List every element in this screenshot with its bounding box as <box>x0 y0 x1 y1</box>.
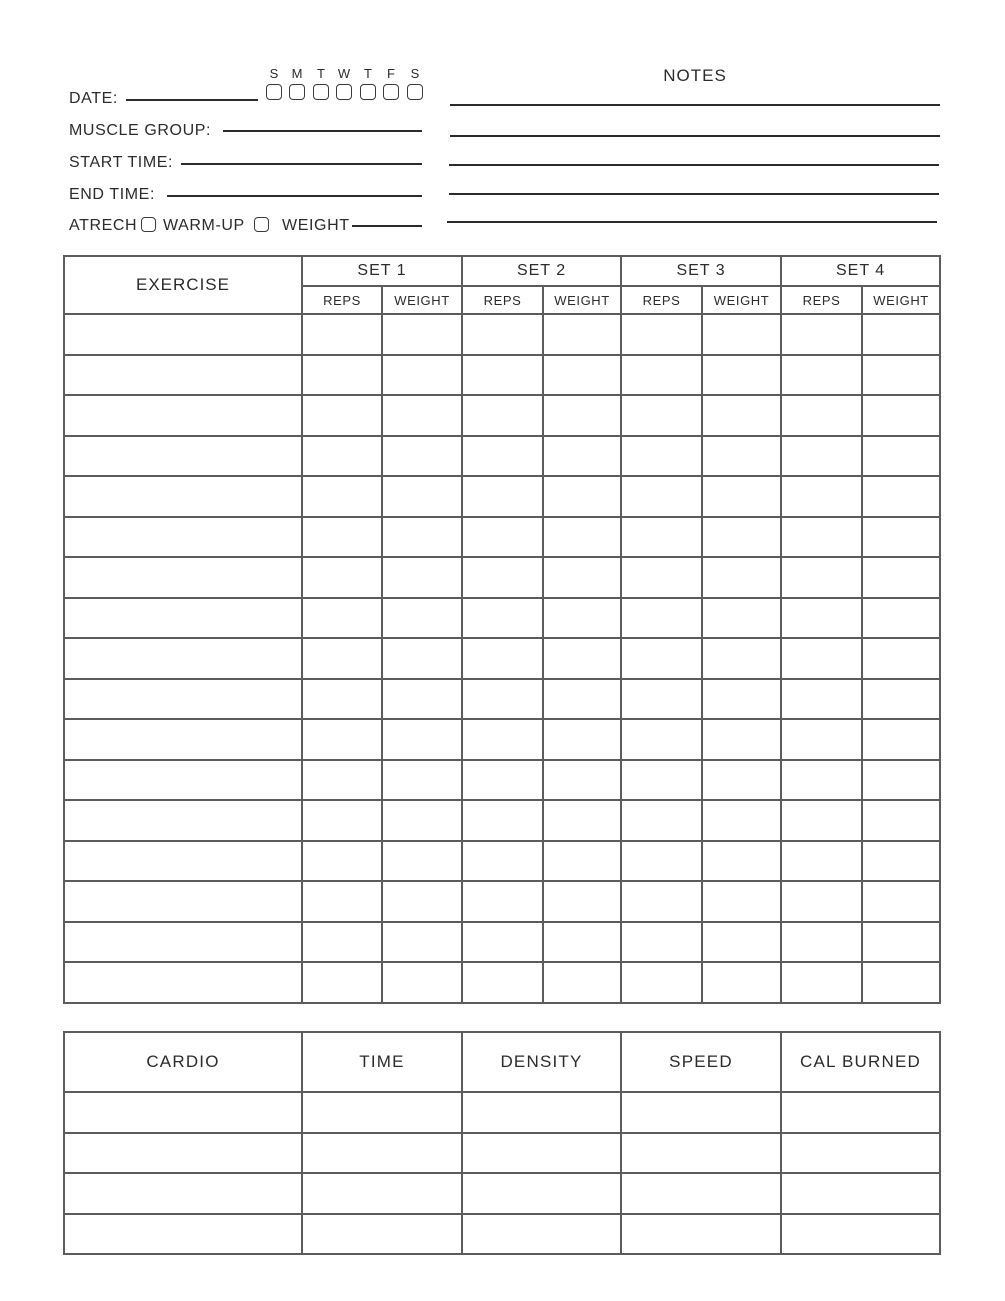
set-3-header: SET 3 <box>621 256 781 286</box>
table-row <box>64 395 940 436</box>
muscle-group-line[interactable] <box>223 130 422 132</box>
reps-cell[interactable] <box>781 476 862 517</box>
notes-line-3[interactable] <box>449 164 939 166</box>
notes-line-2[interactable] <box>450 135 940 137</box>
reps-cell[interactable] <box>302 517 382 558</box>
reps-cell[interactable] <box>621 760 702 801</box>
weight-cell[interactable] <box>702 436 781 477</box>
exercise-cell[interactable] <box>64 841 302 882</box>
table-row <box>64 841 940 882</box>
weight-cell[interactable] <box>702 962 781 1003</box>
weight-cell[interactable] <box>862 679 940 720</box>
date-line[interactable] <box>126 99 258 101</box>
end-time-label: END TIME: <box>69 186 156 203</box>
table-row <box>64 760 940 801</box>
reps-cell[interactable] <box>302 638 382 679</box>
reps-cell[interactable] <box>781 638 862 679</box>
exercise-rows <box>64 314 940 1003</box>
weight-cell[interactable] <box>702 557 781 598</box>
reps-cell[interactable] <box>302 679 382 720</box>
reps-cell[interactable] <box>781 760 862 801</box>
start-time-label: START TIME: <box>69 154 174 171</box>
day-checkbox-fri[interactable] <box>383 84 399 100</box>
exercise-cell[interactable] <box>64 719 302 760</box>
weight-cell[interactable] <box>543 841 621 882</box>
notes-line-5[interactable] <box>447 221 937 223</box>
weight-cell[interactable] <box>862 922 940 963</box>
weight-cell[interactable] <box>382 638 462 679</box>
reps-cell[interactable] <box>302 922 382 963</box>
muscle-group-label: MUSCLE GROUP: <box>69 122 212 139</box>
weight-cell[interactable] <box>382 962 462 1003</box>
set-4-header: SET 4 <box>781 256 940 286</box>
notes-title: NOTES <box>663 66 727 85</box>
reps-cell[interactable] <box>621 557 702 598</box>
weight-cell[interactable] <box>702 395 781 436</box>
weight-cell[interactable] <box>543 476 621 517</box>
day-letter-wed: W <box>337 66 351 81</box>
reps-cell[interactable] <box>781 800 862 841</box>
cardio-cell[interactable] <box>64 1133 302 1174</box>
weight-cell[interactable] <box>543 800 621 841</box>
weight-cell[interactable] <box>382 881 462 922</box>
day-letter-thu: T <box>364 66 372 81</box>
reps-cell[interactable] <box>621 314 702 355</box>
day-checkbox-tue[interactable] <box>313 84 329 100</box>
day-checkbox-mon[interactable] <box>289 84 305 100</box>
weight-cell[interactable] <box>382 922 462 963</box>
table-row <box>64 1173 940 1214</box>
cardio-header: CARDIO <box>64 1032 302 1092</box>
weight-cell[interactable] <box>862 436 940 477</box>
reps-cell[interactable] <box>781 355 862 396</box>
weight-cell[interactable] <box>382 517 462 558</box>
reps-cell[interactable] <box>621 800 702 841</box>
speed-cell[interactable] <box>621 1133 781 1174</box>
reps-cell[interactable] <box>302 760 382 801</box>
time-cell[interactable] <box>302 1214 462 1255</box>
reps-cell[interactable] <box>781 436 862 477</box>
weight-cell[interactable] <box>543 962 621 1003</box>
reps-cell[interactable] <box>462 638 543 679</box>
weight-cell[interactable] <box>543 436 621 477</box>
weight-cell[interactable] <box>382 719 462 760</box>
set-1-header: SET 1 <box>302 256 462 286</box>
reps-cell[interactable] <box>302 314 382 355</box>
table-row <box>64 1092 940 1133</box>
cardio-cell[interactable] <box>64 1173 302 1214</box>
weight-cell[interactable] <box>702 881 781 922</box>
weight-cell[interactable] <box>702 638 781 679</box>
weight-cell[interactable] <box>543 314 621 355</box>
table-row <box>64 598 940 639</box>
weight-cell[interactable] <box>702 800 781 841</box>
stretch-label: ATRECH <box>69 217 138 234</box>
day-letter-sun: S <box>269 66 279 81</box>
reps-cell[interactable] <box>621 517 702 558</box>
weight-label: WEIGHT <box>282 217 350 234</box>
warmup-label: WARM-UP <box>163 217 245 234</box>
exercise-cell[interactable] <box>64 395 302 436</box>
weight-cell[interactable] <box>862 719 940 760</box>
stretch-checkbox[interactable] <box>141 217 156 232</box>
reps-cell[interactable] <box>621 841 702 882</box>
set-2-reps-header: REPS <box>462 286 543 314</box>
reps-cell[interactable] <box>621 638 702 679</box>
exercise-cell[interactable] <box>64 760 302 801</box>
start-time-line[interactable] <box>181 163 422 165</box>
table-row <box>64 719 940 760</box>
reps-cell[interactable] <box>462 881 543 922</box>
table-row <box>64 476 940 517</box>
reps-cell[interactable] <box>621 395 702 436</box>
reps-cell[interactable] <box>302 598 382 639</box>
weight-cell[interactable] <box>862 598 940 639</box>
reps-cell[interactable] <box>462 719 543 760</box>
reps-cell[interactable] <box>621 679 702 720</box>
reps-cell[interactable] <box>302 962 382 1003</box>
weight-cell[interactable] <box>702 719 781 760</box>
reps-cell[interactable] <box>781 314 862 355</box>
reps-cell[interactable] <box>302 800 382 841</box>
weight-cell[interactable] <box>702 841 781 882</box>
reps-cell[interactable] <box>302 395 382 436</box>
density-cell[interactable] <box>462 1133 621 1174</box>
weight-cell[interactable] <box>543 922 621 963</box>
weight-cell[interactable] <box>382 436 462 477</box>
weight-cell[interactable] <box>702 598 781 639</box>
set-4-reps-header: REPS <box>781 286 862 314</box>
reps-cell[interactable] <box>302 436 382 477</box>
speed-cell[interactable] <box>621 1173 781 1214</box>
end-time-line[interactable] <box>167 195 422 197</box>
weight-cell[interactable] <box>862 962 940 1003</box>
reps-cell[interactable] <box>781 395 862 436</box>
notes-line-1[interactable] <box>450 104 940 106</box>
weight-cell[interactable] <box>382 679 462 720</box>
table-row <box>64 962 940 1003</box>
cardio-cell[interactable] <box>64 1214 302 1255</box>
reps-cell[interactable] <box>462 962 543 1003</box>
cardio-cell[interactable] <box>64 1092 302 1133</box>
time-cell[interactable] <box>302 1133 462 1174</box>
cal-burned-cell[interactable] <box>781 1173 940 1214</box>
weight-cell[interactable] <box>382 760 462 801</box>
weight-cell[interactable] <box>702 355 781 396</box>
reps-cell[interactable] <box>462 760 543 801</box>
reps-cell[interactable] <box>781 598 862 639</box>
weight-cell[interactable] <box>382 841 462 882</box>
weight-cell[interactable] <box>382 476 462 517</box>
reps-cell[interactable] <box>462 557 543 598</box>
speed-cell[interactable] <box>621 1092 781 1133</box>
set-4-weight-header: WEIGHT <box>862 286 940 314</box>
cal-burned-cell[interactable] <box>781 1214 940 1255</box>
day-checkbox-wed[interactable] <box>336 84 352 100</box>
weight-cell[interactable] <box>702 517 781 558</box>
speed-cell[interactable] <box>621 1214 781 1255</box>
table-row <box>64 517 940 558</box>
set-3-weight-header: WEIGHT <box>702 286 781 314</box>
weight-cell[interactable] <box>702 922 781 963</box>
reps-cell[interactable] <box>302 881 382 922</box>
weight-cell[interactable] <box>382 598 462 639</box>
weight-cell[interactable] <box>862 355 940 396</box>
cal-burned-cell[interactable] <box>781 1133 940 1174</box>
reps-cell[interactable] <box>621 719 702 760</box>
exercise-cell[interactable] <box>64 598 302 639</box>
reps-cell[interactable] <box>462 800 543 841</box>
table-row <box>64 436 940 477</box>
weight-cell[interactable] <box>382 355 462 396</box>
exercise-cell[interactable] <box>64 922 302 963</box>
exercise-cell[interactable] <box>64 638 302 679</box>
weight-cell[interactable] <box>543 679 621 720</box>
reps-cell[interactable] <box>621 436 702 477</box>
reps-cell[interactable] <box>462 841 543 882</box>
notes-line-4[interactable] <box>449 193 939 195</box>
table-row <box>64 922 940 963</box>
cardio-rows <box>64 1092 940 1254</box>
weight-cell[interactable] <box>862 800 940 841</box>
weight-cell[interactable] <box>543 557 621 598</box>
density-cell[interactable] <box>462 1092 621 1133</box>
reps-cell[interactable] <box>781 841 862 882</box>
weight-cell[interactable] <box>382 314 462 355</box>
table-row <box>64 355 940 396</box>
exercise-cell[interactable] <box>64 436 302 477</box>
reps-cell[interactable] <box>462 517 543 558</box>
exercise-cell[interactable] <box>64 355 302 396</box>
reps-cell[interactable] <box>302 841 382 882</box>
table-row <box>64 638 940 679</box>
exercise-header: EXERCISE <box>64 256 302 314</box>
weight-cell[interactable] <box>862 638 940 679</box>
weight-cell[interactable] <box>543 719 621 760</box>
weight-cell[interactable] <box>382 557 462 598</box>
weight-cell[interactable] <box>862 557 940 598</box>
weight-cell[interactable] <box>702 679 781 720</box>
cal-burned-cell[interactable] <box>781 1092 940 1133</box>
reps-cell[interactable] <box>621 598 702 639</box>
weight-cell[interactable] <box>702 760 781 801</box>
reps-cell[interactable] <box>781 719 862 760</box>
time-cell[interactable] <box>302 1173 462 1214</box>
set-1-weight-header: WEIGHT <box>382 286 462 314</box>
reps-cell[interactable] <box>621 476 702 517</box>
warmup-checkbox[interactable] <box>254 217 269 232</box>
weight-cell[interactable] <box>862 517 940 558</box>
exercise-cell[interactable] <box>64 476 302 517</box>
weight-line[interactable] <box>352 225 422 227</box>
reps-cell[interactable] <box>302 355 382 396</box>
weight-cell[interactable] <box>382 395 462 436</box>
table-row <box>64 557 940 598</box>
reps-cell[interactable] <box>462 355 543 396</box>
reps-cell[interactable] <box>462 922 543 963</box>
reps-cell[interactable] <box>621 962 702 1003</box>
day-letter-tue: T <box>317 66 325 81</box>
exercise-cell[interactable] <box>64 800 302 841</box>
time-header: TIME <box>302 1032 462 1092</box>
set-3-reps-header: REPS <box>621 286 702 314</box>
exercise-cell[interactable] <box>64 557 302 598</box>
day-checkbox-thu[interactable] <box>360 84 376 100</box>
weight-cell[interactable] <box>862 395 940 436</box>
reps-cell[interactable] <box>621 922 702 963</box>
weight-cell[interactable] <box>702 476 781 517</box>
density-cell[interactable] <box>462 1173 621 1214</box>
set-1-reps-header: REPS <box>302 286 382 314</box>
table-row <box>64 1214 940 1255</box>
exercise-cell[interactable] <box>64 517 302 558</box>
date-label: DATE: <box>69 90 118 107</box>
table-row <box>64 800 940 841</box>
weight-cell[interactable] <box>862 841 940 882</box>
day-letter-mon: M <box>291 66 303 81</box>
density-cell[interactable] <box>462 1214 621 1255</box>
weight-cell[interactable] <box>862 476 940 517</box>
weight-cell[interactable] <box>543 395 621 436</box>
reps-cell[interactable] <box>781 922 862 963</box>
exercise-table <box>63 255 941 1004</box>
weight-cell[interactable] <box>543 517 621 558</box>
day-checkbox-sat[interactable] <box>407 84 423 100</box>
reps-cell[interactable] <box>462 395 543 436</box>
reps-cell[interactable] <box>462 476 543 517</box>
reps-cell[interactable] <box>621 881 702 922</box>
reps-cell[interactable] <box>302 719 382 760</box>
speed-header: SPEED <box>621 1032 781 1092</box>
exercise-cell[interactable] <box>64 962 302 1003</box>
weight-cell[interactable] <box>543 638 621 679</box>
reps-cell[interactable] <box>302 476 382 517</box>
weight-cell[interactable] <box>702 314 781 355</box>
reps-cell[interactable] <box>462 314 543 355</box>
reps-cell[interactable] <box>462 679 543 720</box>
reps-cell[interactable] <box>462 436 543 477</box>
cardio-table <box>63 1031 941 1255</box>
weight-cell[interactable] <box>862 760 940 801</box>
weight-cell[interactable] <box>862 314 940 355</box>
reps-cell[interactable] <box>781 679 862 720</box>
weight-cell[interactable] <box>862 881 940 922</box>
table-row <box>64 1133 940 1174</box>
weight-cell[interactable] <box>543 881 621 922</box>
exercise-cell[interactable] <box>64 314 302 355</box>
cal-burned-header: CAL BURNED <box>781 1032 940 1092</box>
weight-cell[interactable] <box>543 355 621 396</box>
day-checkbox-sun[interactable] <box>266 84 282 100</box>
set-2-header: SET 2 <box>462 256 621 286</box>
reps-cell[interactable] <box>781 517 862 558</box>
day-letter-sat: S <box>410 66 420 81</box>
reps-cell[interactable] <box>621 355 702 396</box>
reps-cell[interactable] <box>462 598 543 639</box>
weight-cell[interactable] <box>382 800 462 841</box>
table-row <box>64 314 940 355</box>
exercise-cell[interactable] <box>64 679 302 720</box>
reps-cell[interactable] <box>302 557 382 598</box>
day-letter-fri: F <box>387 66 395 81</box>
reps-cell[interactable] <box>781 962 862 1003</box>
weight-cell[interactable] <box>543 760 621 801</box>
table-row <box>64 881 940 922</box>
density-header: DENSITY <box>462 1032 621 1092</box>
set-2-weight-header: WEIGHT <box>543 286 621 314</box>
time-cell[interactable] <box>302 1092 462 1133</box>
exercise-cell[interactable] <box>64 881 302 922</box>
table-row <box>64 679 940 720</box>
reps-cell[interactable] <box>781 881 862 922</box>
weight-cell[interactable] <box>543 598 621 639</box>
reps-cell[interactable] <box>781 557 862 598</box>
